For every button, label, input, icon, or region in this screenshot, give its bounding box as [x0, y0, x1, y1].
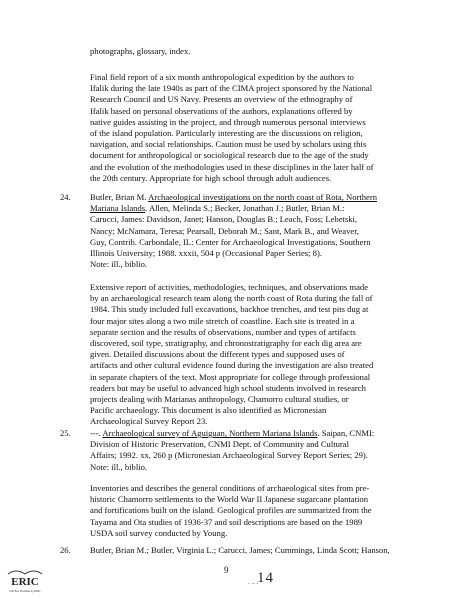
text-line: Nancy; McNamara, Teresa; Pearsall, Deborah M.; Sant, Mark B., and Weaver,	[90, 225, 359, 236]
text-line: Affairs; 1992. xx, 260 p (Micronesian Archaeological Survey Report Series; 29).	[90, 450, 368, 461]
entry-24-abstract	[90, 282, 410, 428]
text-line: the 20th century. Appropriate for high school through adult audiences.	[90, 172, 332, 183]
text-line: Carucci, James: Davidson, Janet; Hanson, Douglas B.; Leach, Foss; Lebetski,	[90, 214, 358, 225]
text-line: Pacific archaeology. This document is also identified as Micronesian	[90, 405, 327, 416]
text-line: Butler, Brian M.; Butler, Virginia L.; Carucci, James; Cummings, Linda Scott; Hanson,	[90, 545, 390, 555]
text-line: and the evolution of the methodologies used in these disciplines in the later half of	[90, 161, 374, 172]
title-link: Archaeological investigations on the north coast of Rota, Northern	[148, 192, 378, 202]
text-line: and fortifications built on the island. Geological profiles are summarized from the	[90, 505, 372, 516]
entry-number: 25.	[60, 428, 71, 438]
author: Butler, Brian M.	[90, 192, 149, 202]
entry-25-abstract	[90, 483, 410, 539]
text-line: navigation, and social relationships. Caution must be used by scholars using this	[90, 139, 367, 150]
text-line: document for anthropological or sociological research due to the age of the study	[90, 150, 369, 161]
text-line: native guides assisting in the project, and through numerous personal interviews	[90, 116, 366, 127]
eric-logo	[6, 568, 44, 594]
page-number: 9	[224, 565, 229, 575]
text-line: Research Council and US Navy. Presents an overview of the ethnography of	[90, 94, 353, 105]
text-line: discovered, soil type, stratigraphy, and chronostratigraphy for each dig area are	[90, 338, 362, 349]
text-line: by an archaeological research team along the north coast of Rota during the fall of	[90, 293, 373, 304]
text-line: USDA soil survey conducted by Young.	[90, 527, 228, 538]
text-line: 1984. This study included full excavations, backhoe trenches, and test pits dug at	[90, 304, 369, 315]
scan-dots: . .. .	[248, 578, 259, 586]
text-line: Ifalik during the late 1940s as part of the CIMA project sponsored by the National	[90, 83, 373, 94]
entry-citation	[90, 192, 412, 270]
text-line: Extensive report of activities, methodologies, techniques, and observations made	[90, 282, 369, 292]
text-line: Final field report of a six month anthropological expedition by the authors to	[90, 72, 354, 82]
text-line: historic Chamorro settlements to the World War II Japanese sugarcane plantation	[90, 494, 368, 505]
text-line: given. Detailed discussions about the different types and supposed uses of	[90, 349, 345, 360]
text-line: Guy, Contrib. Carbondale, IL: Center for Archaeological Investigations, Southern	[90, 236, 371, 247]
text-line: Illinois University; 1988. xxxii, 504 p (Occasional Paper Series; 8).	[90, 248, 322, 259]
ditto-author: ---.	[90, 428, 103, 438]
text-line: . Saipan, CNMI:	[317, 428, 375, 438]
eric-logo-text: ERIC	[11, 576, 39, 588]
title-link: Archaeological survey of Aguiguan, Northern Mariana Islands	[102, 428, 318, 438]
text-line: photographs, glossary, index.	[90, 46, 191, 56]
eric-logo-subtext: Full Text Provided by ERIC	[9, 590, 41, 593]
text-line: Tayama and Ota studies of 1936-37 and soil descriptions are based on the 1989	[90, 516, 363, 527]
text-line: artifacts and other cultural evidence found during the investigation are also treated	[90, 360, 374, 371]
text-line: separate section and the results of observations, number and types of artifacts	[90, 326, 356, 337]
text-line: Archaeological Survey Report 23.	[90, 416, 208, 427]
text-line: readers but may be useful to advanced high school students involved in research	[90, 382, 366, 393]
text-line: . Allen, Melinda S.; Becker, Jonathan J.; Butler, Brian M.:	[145, 203, 345, 214]
text-line: Division of Historic Preservation, CNMI Dept. of Community and Cultural	[90, 439, 349, 450]
entry-23-continuation	[90, 46, 410, 57]
entry-citation	[90, 428, 412, 473]
sequence-mark: 14	[257, 570, 274, 586]
text-line: projects dealing with Marianas anthropology, Chamorro cultural studies, or	[90, 394, 349, 405]
text-line: four major sites along a two mile stretch of coastline. Each site is treated in a	[90, 315, 355, 326]
title-link: Mariana Islands	[90, 203, 146, 214]
text-line: Inventories and describes the general conditions of archaeological sites from pre-	[90, 483, 370, 493]
text-line: in separate chapters of the text. Most appropriate for college through professional	[90, 371, 371, 382]
entry-number: 24.	[60, 192, 71, 202]
text-line: of the island population. Particularly interesting are the discussions on religion,	[90, 128, 363, 139]
text-line: Ifalik based on personal observations of the authors, explanations offered by	[90, 105, 353, 116]
note-line: Note: ill., biblio.	[90, 259, 148, 270]
note-line: Note: ill., biblio.	[90, 461, 148, 472]
entry-citation	[90, 545, 412, 556]
entry-number: 26.	[60, 545, 71, 555]
entry-23-abstract	[90, 72, 410, 184]
